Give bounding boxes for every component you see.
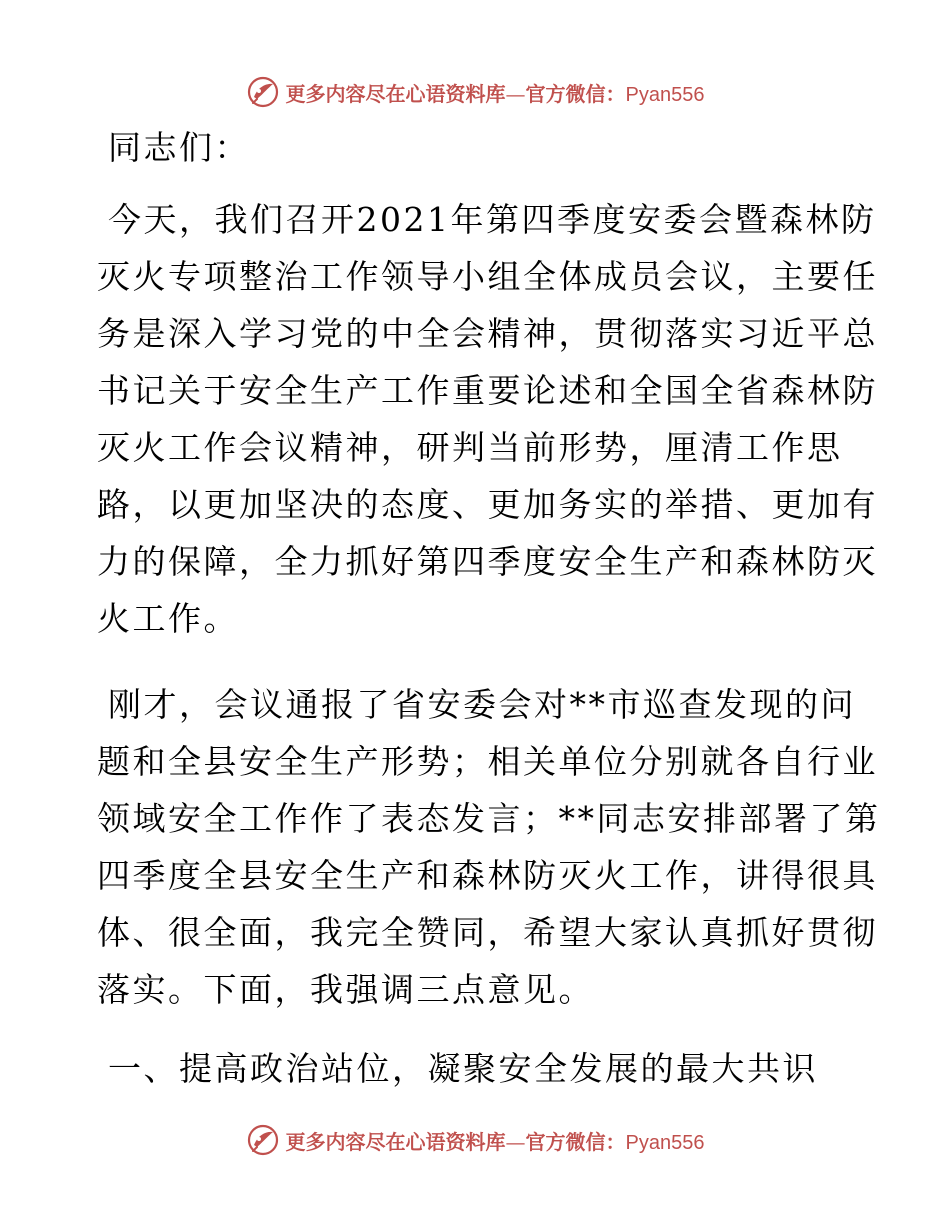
watermark-text [286,78,705,107]
paragraph-line: 落实。下面，我强调三点意见。 [97,970,594,1009]
paragraph-line: 刚才，会议通报了省安委会对**市巡查发现的问 [108,685,856,724]
paragraph-line: 火工作。 [97,599,239,638]
watermark-main: 更多内容尽在心语资料库 [285,1129,506,1154]
section-heading: 一、提高政治站位，凝聚安全发展的最大共识 [108,1049,818,1088]
watermark-id: Pyan556 [625,1131,705,1154]
watermark-banner-top [0,72,950,112]
paragraph-line: 力的保障，全力抓好第四季度安全生产和森林防灭 [97,542,878,581]
watermark-banner-bottom [0,1120,950,1160]
watermark-dash: — [505,1129,526,1154]
salutation: 同志们： [108,128,250,167]
paragraph-line: 四季度全县安全生产和森林防灭火工作，讲得很具 [97,856,878,895]
paragraph-line: 灭火专项整治工作领导小组全体成员会议，主要任 [97,257,878,296]
watermark-wechat: 官方微信： [525,1129,626,1154]
pen-logo-icon [246,1123,280,1157]
watermark-id: Pyan556 [625,83,705,106]
paragraph-line: 务是深入学习党的中全会精神，贯彻落实习近平总 [97,314,878,353]
pen-logo-icon [246,75,280,109]
paragraph-line: 体、很全面，我完全赞同，希望大家认真抓好贯彻 [97,913,878,952]
paragraph-line: 今天，我们召开2021年第四季度安委会暨森林防 [108,200,877,239]
paragraph-line: 书记关于安全生产工作重要论述和全国全省森林防 [97,371,878,410]
paragraph-line: 路，以更加坚决的态度、更加务实的举措、更加有 [97,485,878,524]
paragraph-line: 领域安全工作作了表态发言；**同志安排部署了第 [97,799,881,838]
watermark-main: 更多内容尽在心语资料库 [285,81,506,106]
watermark-text [286,1126,705,1155]
paragraph-line: 灭火工作会议精神，研判当前形势，厘清工作思 [97,428,843,467]
paragraph-line: 题和全县安全生产形势；相关单位分别就各自行业 [97,742,878,781]
watermark-wechat: 官方微信： [525,81,626,106]
watermark-dash: — [505,81,526,106]
